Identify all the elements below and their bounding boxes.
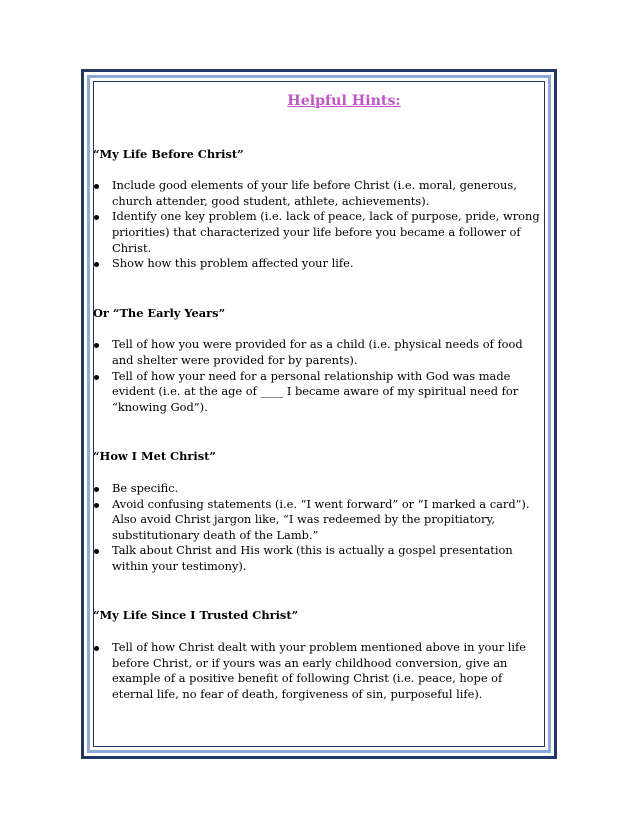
section-heading: Or “The Early Years” — [93, 305, 226, 320]
list-item-text: Show how this problem affected your life. — [112, 256, 354, 271]
section-life-since-christ — [93, 608, 545, 702]
list-item — [93, 481, 545, 497]
bullet-list — [93, 178, 545, 272]
bullet-icon — [94, 646, 99, 651]
list-item-text: Include good elements of your life before Christ (i.e. moral, generous, church attender, good student, athlete, achievements). — [112, 178, 517, 208]
section-heading: “My Life Since I Trusted Christ” — [93, 608, 299, 623]
bullet-icon — [94, 503, 99, 508]
list-item — [93, 543, 545, 574]
document-body — [93, 86, 545, 702]
list-item-text: Tell of how you were provided for as a child (i.e. physical needs of food and shelter were provided for by parents). — [112, 337, 523, 367]
bullet-icon — [94, 262, 99, 267]
bullet-icon — [94, 215, 99, 220]
bullet-icon — [94, 487, 99, 492]
list-item — [93, 337, 545, 368]
list-item — [93, 178, 545, 209]
section-early-years — [93, 306, 545, 416]
section-how-i-met-christ — [93, 449, 545, 574]
bullet-list — [93, 337, 545, 415]
page-title: Helpful Hints: — [287, 93, 401, 109]
section-life-before-christ — [93, 147, 545, 272]
bullet-icon — [94, 375, 99, 380]
list-item-text: Tell of how Christ dealt with your problem mentioned above in your life before Christ, or if yours was an early childhood conversion, give an example of a positive benefit of following Christ (i.e. peace, hope of eternal life, no fear of death, forgiveness of sin, purposeful life). — [112, 640, 526, 701]
section-heading: “My Life Before Christ” — [93, 146, 244, 161]
bullet-icon — [94, 343, 99, 348]
list-item — [93, 369, 545, 416]
list-item-text: Identify one key problem (i.e. lack of peace, lack of purpose, pride, wrong priorities) that characterized your life before you became a follower of Christ. — [112, 209, 540, 255]
list-item-text: Talk about Christ and His work (this is actually a gospel presentation within your testimony). — [112, 543, 513, 573]
bullet-icon — [94, 184, 99, 189]
list-item — [93, 640, 545, 702]
section-heading: “How I Met Christ” — [93, 449, 216, 464]
list-item-text: Tell of how your need for a personal relationship with God was made evident (i.e. at the age of ____ I became aware of my spiritual need for “knowing God”). — [112, 368, 519, 414]
list-item-text: Be specific. — [112, 480, 179, 495]
bullet-list — [93, 640, 545, 702]
list-item — [93, 209, 545, 256]
bullet-icon — [94, 549, 99, 554]
list-item-text: Avoid confusing statements (i.e. “I went forward” or “I marked a card”). Also avoid Christ jargon like, “I was redeemed by the propitiatory, substitutionary death of the Lamb.” — [112, 496, 530, 542]
list-item — [93, 256, 545, 272]
list-item — [93, 497, 545, 544]
bullet-list — [93, 481, 545, 575]
